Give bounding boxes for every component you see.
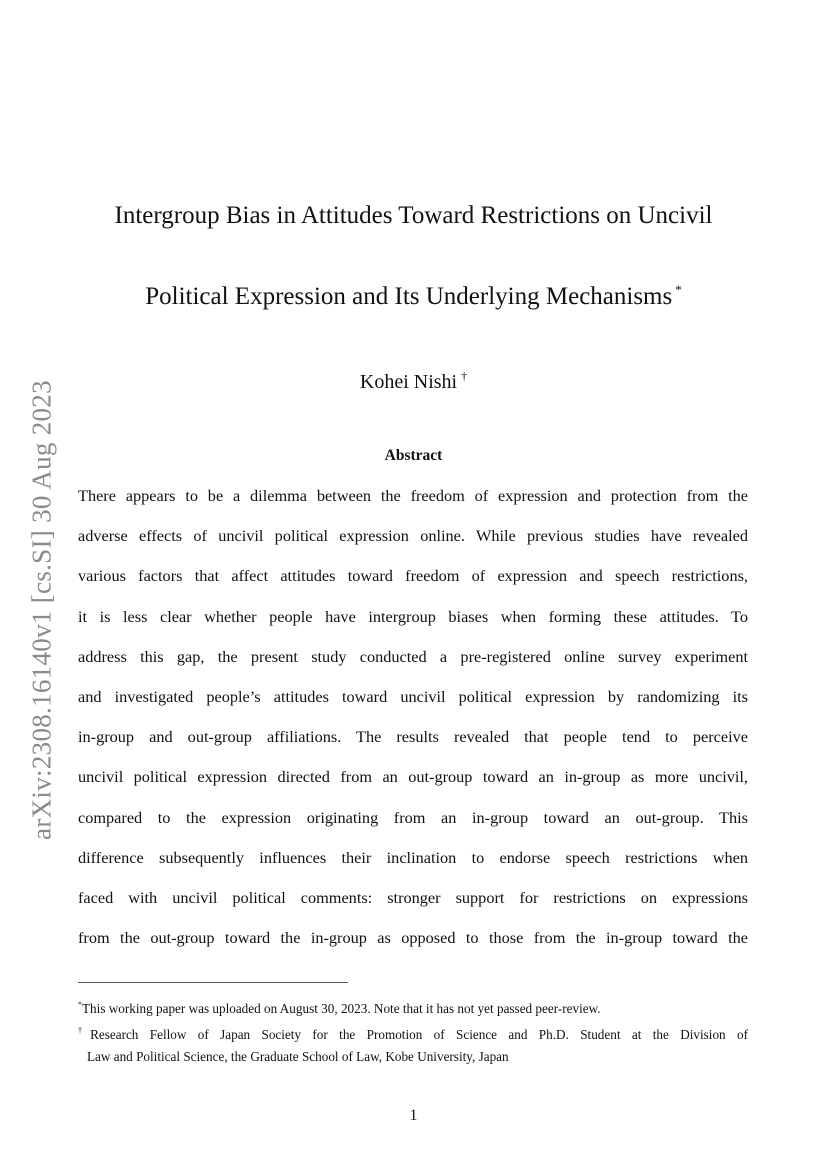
arxiv-identifier-text: arXiv:2308.16140v1 [cs.SI] 30 Aug 2023 [26, 380, 57, 840]
paper-title-line-1 [0, 202, 827, 230]
arxiv-identifier-stamp [22, 370, 62, 850]
abstract-line: from the out-group toward the in-group as opposed to those from the in-group toward the [78, 928, 748, 948]
footnote-1-mark: * [78, 1000, 82, 1009]
paper-title-line-2 [0, 282, 827, 311]
footnote-2-continuation: Law and Political Science, the Graduate School of Law, Kobe University, Japan [87, 1049, 509, 1064]
abstract-heading: Abstract [384, 447, 443, 464]
footnotes [78, 995, 748, 1073]
author-name: Kohei Nishi [359, 371, 458, 393]
abstract-line: address this gap, the present study conducted a pre-registered online survey experiment [78, 646, 748, 666]
abstract-line: faced with uncivil political comments: stronger support for restrictions on expressions [78, 887, 748, 907]
abstract-line: difference subsequently influences their inclination to endorse speech restrictions when [78, 847, 748, 867]
footnote-1-text: This working paper was uploaded on August 30, 2023. Note that it has not yet passed peer-review. [82, 1001, 601, 1016]
abstract-line: in-group and out-group affiliations. The results revealed that people tend to perceive [78, 727, 748, 747]
abstract-line: compared to the expression originating from an in-group toward an out-group. This [78, 807, 748, 827]
page-number: 1 [409, 1107, 418, 1124]
abstract-body [78, 484, 748, 966]
footnote-2-mark: † [78, 1026, 91, 1035]
abstract-line: uncivil political expression directed from an out-group toward an in-group as more uncivil, [78, 767, 748, 787]
abstract-line: and investigated people’s attitudes toward uncivil political expression by randomizing its [78, 686, 748, 706]
footnote-2-text-line-1: Research Fellow of Japan Society for the Promotion of Science and Ph.D. Student at the Division of [90, 1027, 749, 1042]
author-footnote-mark: † [461, 369, 468, 383]
footnote-1 [78, 995, 748, 1021]
abstract-line: adverse effects of uncivil political expression online. While previous studies have revealed [78, 526, 748, 546]
title-footnote-mark: * [675, 282, 682, 297]
title-text-1: Intergroup Bias in Attitudes Toward Restrictions on Uncivil [114, 202, 713, 229]
footnote-2 [78, 1021, 748, 1047]
title-text-2: Political Expression and Its Underlying Mechanisms [145, 283, 673, 310]
abstract-line: There appears to be a dilemma between the freedom of expression and protection from the [78, 486, 748, 505]
abstract-line: it is less clear whether people have intergroup biases when forming these attitudes. To [78, 606, 748, 626]
author-line [0, 369, 827, 394]
footnote-divider [78, 982, 348, 983]
abstract-line: various factors that affect attitudes toward freedom of expression and speech restrictions, [78, 566, 748, 586]
